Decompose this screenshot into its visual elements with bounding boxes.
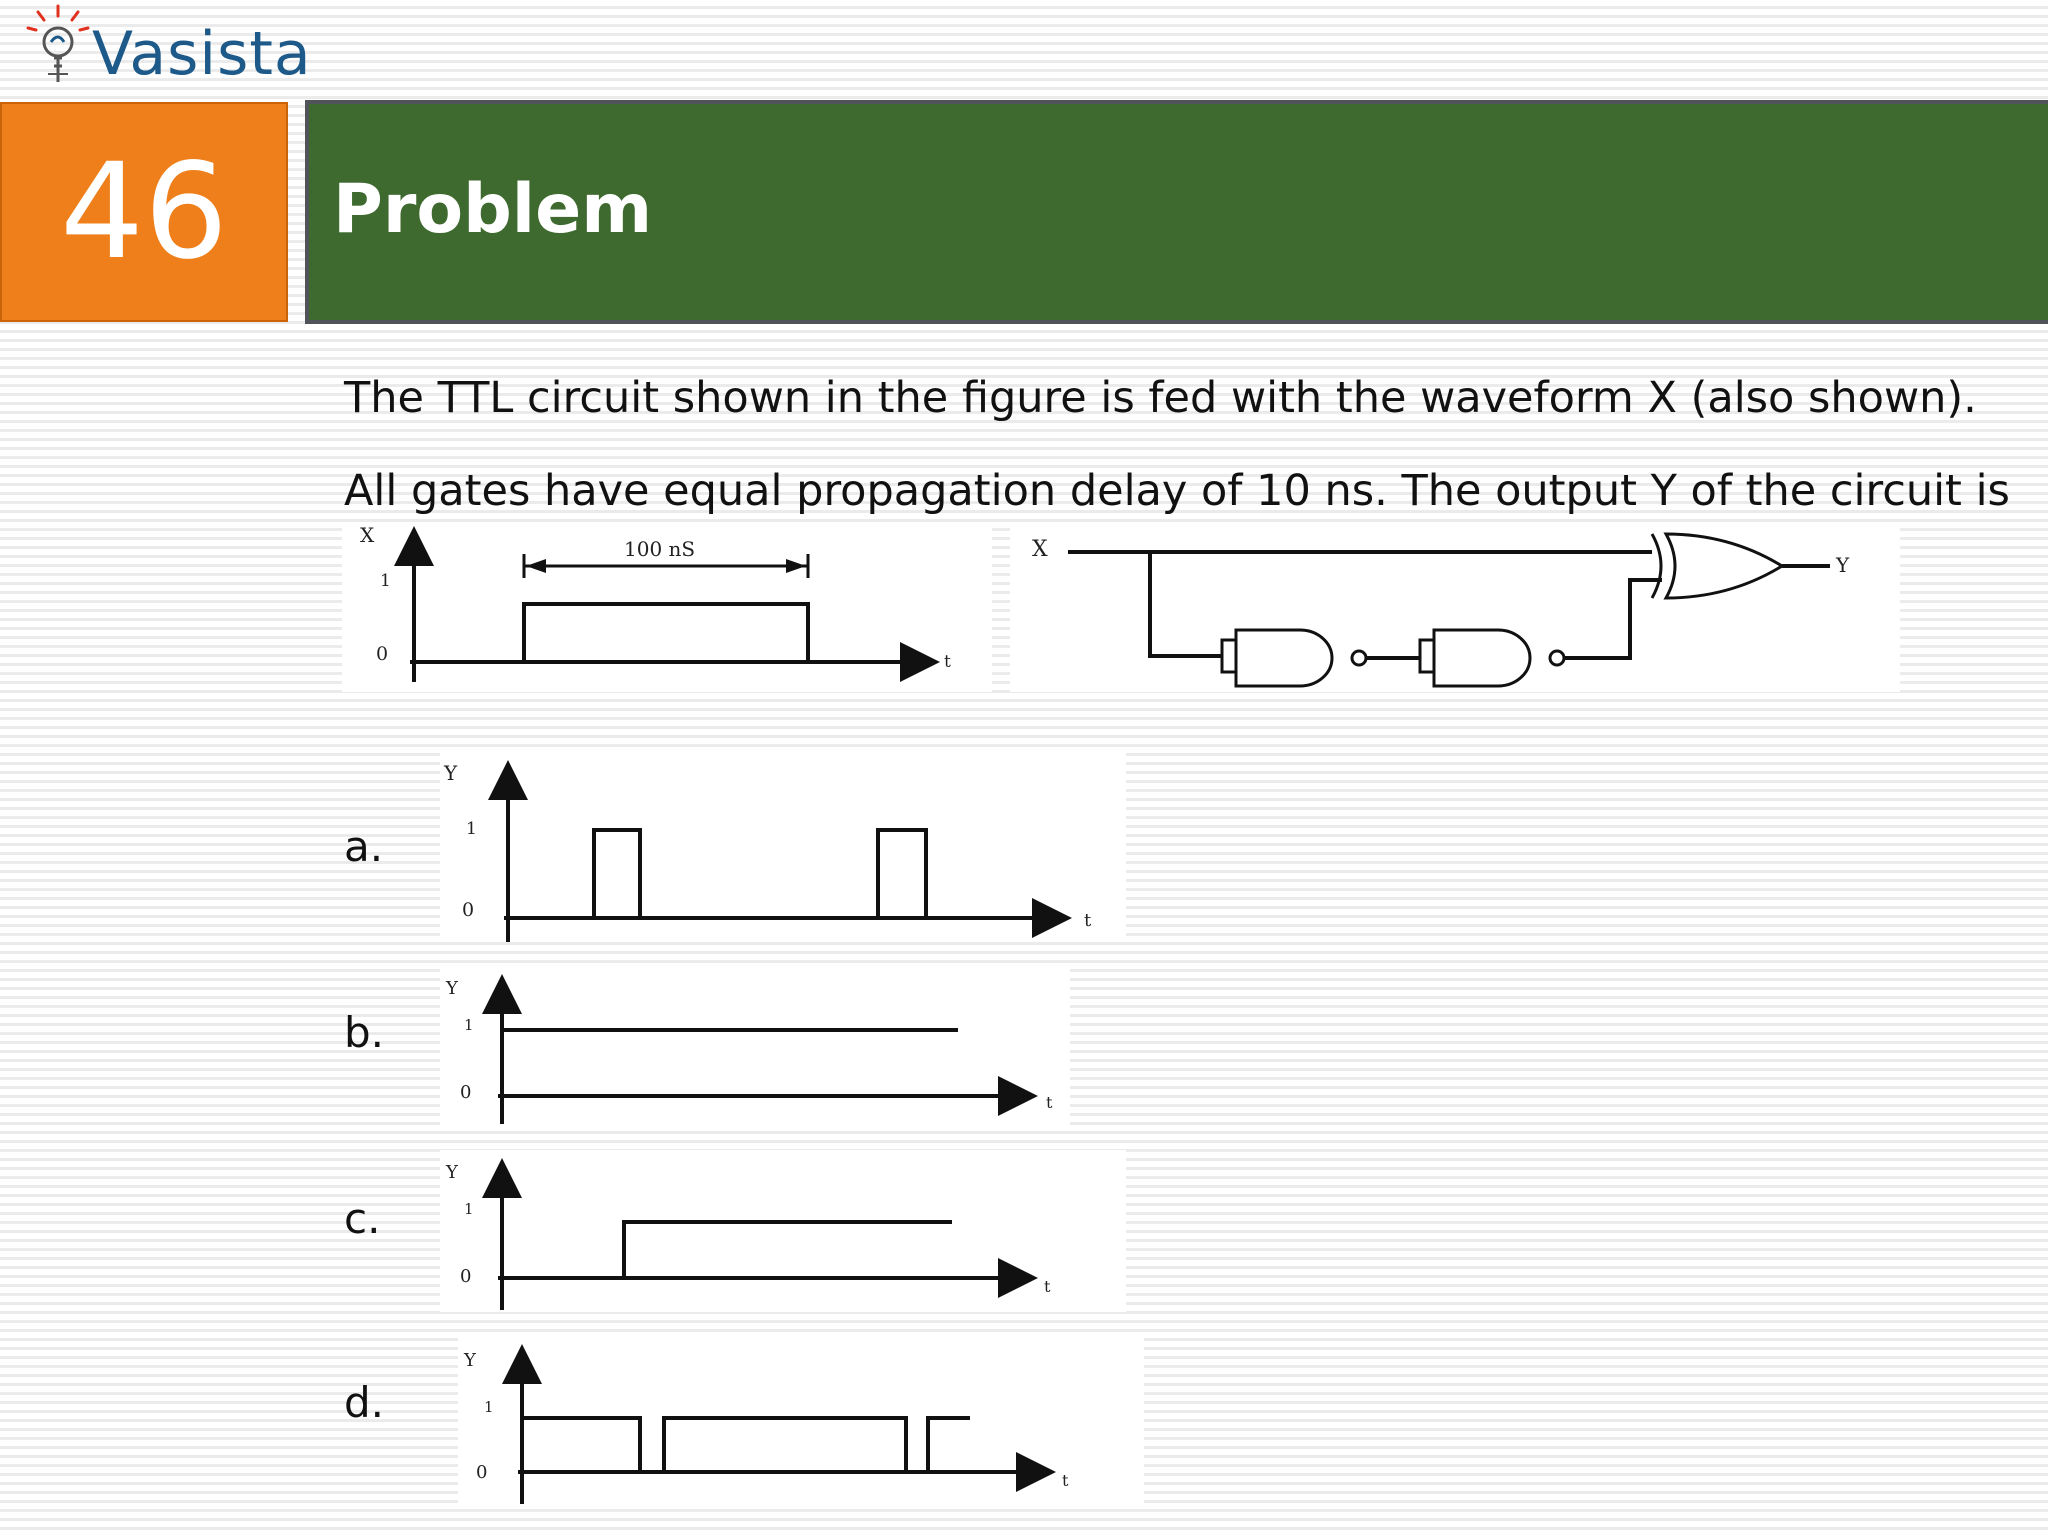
signal-label: X (360, 523, 375, 547)
svg-text:t: t (1046, 1093, 1053, 1112)
svg-text:t: t (1062, 1471, 1069, 1490)
branch-wire (1150, 552, 1222, 656)
svg-text:Y: Y (446, 1162, 458, 1183)
title-bar (305, 100, 2048, 324)
circuit-figure (1010, 522, 1900, 692)
svg-text:t: t (1044, 1277, 1051, 1296)
option-b-label: b. (344, 1008, 385, 1057)
circuit-input-label: X (1032, 537, 1048, 562)
svg-text:1: 1 (466, 819, 477, 839)
option-d-figure (458, 1336, 1144, 1506)
waveform-d (522, 1418, 970, 1472)
waveform-c (502, 1222, 952, 1278)
pulse-width-label: 100 nS (624, 537, 696, 561)
nand-gate-2 (1420, 630, 1564, 686)
slide-title: Problem (333, 170, 653, 249)
option-b-figure (440, 966, 1070, 1126)
logo-text: Vasista (92, 19, 312, 89)
option-a-figure (440, 752, 1126, 942)
svg-text:Y: Y (444, 761, 458, 785)
svg-text:t: t (1084, 910, 1092, 931)
xor-gate (1652, 534, 1782, 598)
svg-text:0: 0 (462, 899, 475, 921)
lightbulb-icon (18, 2, 98, 100)
option-c-figure (440, 1150, 1126, 1312)
svg-text:Y: Y (446, 978, 458, 999)
circuit-output-label: Y (1836, 553, 1850, 577)
option-d-label: d. (344, 1378, 385, 1427)
svg-text:0: 0 (476, 1462, 488, 1483)
time-axis-label: t (944, 652, 951, 672)
svg-text:Y: Y (464, 1350, 476, 1371)
option-a-label: a. (344, 822, 384, 871)
svg-text:1: 1 (464, 1200, 474, 1218)
level-low-label: 0 (376, 643, 389, 665)
nand-gate-1 (1222, 630, 1366, 686)
problem-text: The TTL circuit shown in the figure is fed with the waveform X (also shown). All gates have equal propagation delay of 10 ns. The output Y of the circuit is (344, 373, 2010, 516)
svg-text:0: 0 (460, 1266, 472, 1287)
slide-number: 46 (0, 102, 288, 322)
option-c-label: c. (344, 1194, 381, 1243)
svg-text:1: 1 (464, 1016, 474, 1034)
svg-text:0: 0 (460, 1082, 472, 1103)
vasista-logo (18, 2, 312, 100)
pulse-x (414, 604, 808, 662)
waveform-a (508, 830, 926, 918)
level-high-label: 1 (380, 571, 391, 591)
input-waveform-figure (342, 522, 992, 692)
svg-text:1: 1 (484, 1398, 494, 1416)
